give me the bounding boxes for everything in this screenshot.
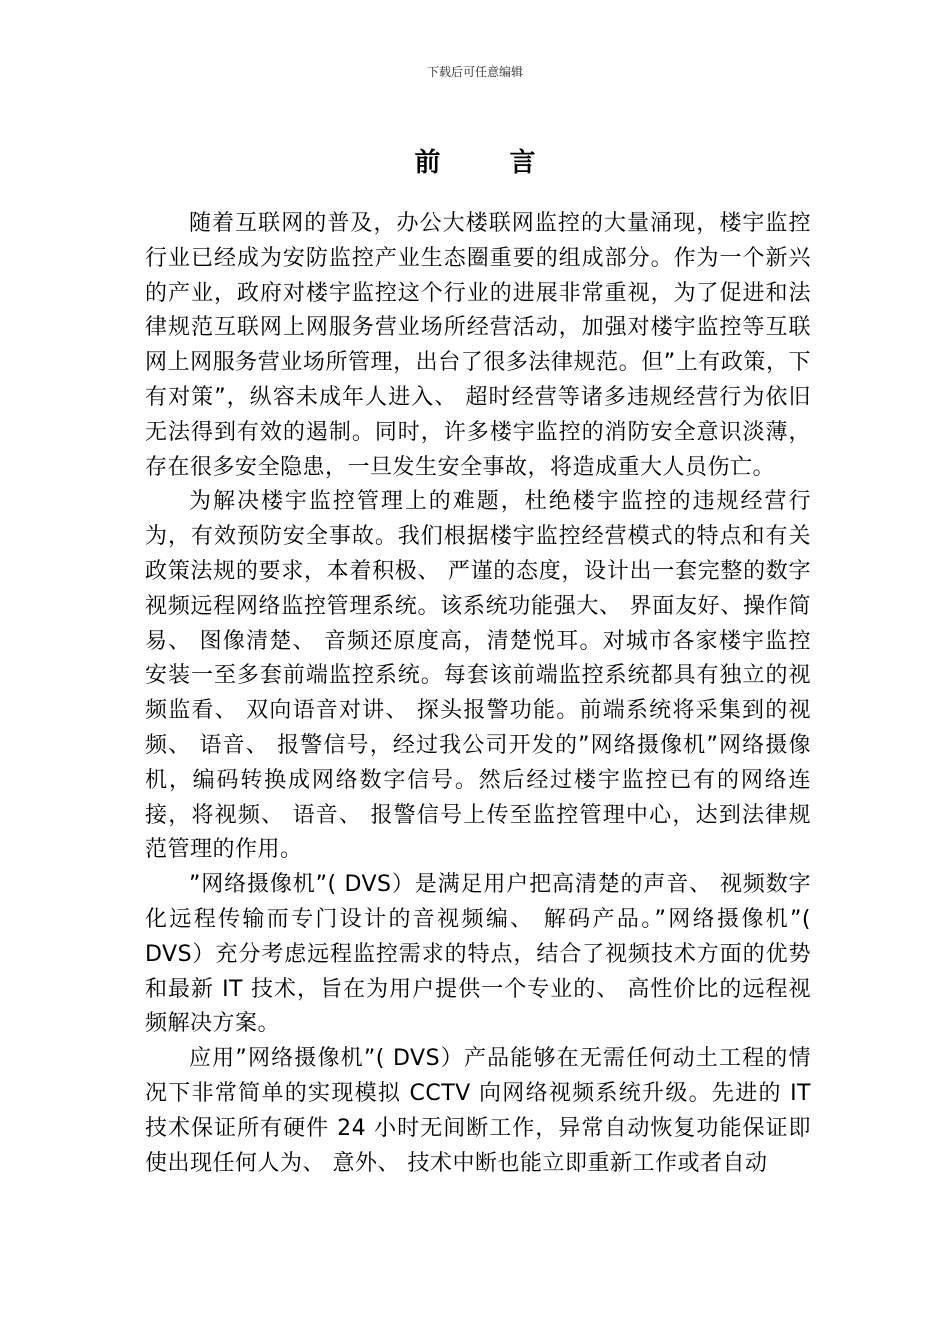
document-body bbox=[145, 207, 811, 1181]
page-title: 前 言 bbox=[414, 148, 566, 178]
page-header-note: 下载后可任意编辑 bbox=[426, 65, 523, 79]
paragraph: 随着互联网的普及，办公大楼联网监控的大量涌现，楼宇监控行业已经成为安防监控产业生态圈重要的组成部分。作为一个新兴的产业，政府对楼宇监控这个行业的进展非常重视，为了促进和法律规范互联网上网服务营业场所经营活动，加强对楼宇监控等互联网上网服务营业场所管理，出台了很多法律规范。但”上有政策，下有对策”，纵容未成年人进入、 超时经营等诸多违规经营行为依旧无法得到有效的遏制。同时，许多楼宇监控的消防安全意识淡薄，存在很多安全隐患，一旦发生安全事故，将造成重大人员伤亡。 bbox=[145, 211, 811, 480]
paragraph: 为解决楼宇监控管理上的难题，杜绝楼宇监控的违规经营行为，有效预防安全事故。我们根据楼宇监控经营模式的特点和有关政策法规的要求，本着积极、 严谨的态度，设计出一套完整的数字视频远程网络监控管理系统。该系统功能强大、 界面友好、操作简易、 图像清楚、 音频还原度高，清楚悦耳。对城市各家楼宇监控安装一至多套前端监控系统。每套该前端监控系统都具有独立的视频监看、 双向语音对讲、 探头报警功能。前端系统将采集到的视频、 语音、 报警信号，经过我公司开发的”网络摄像机”网络摄像机，编码转换成网络数字信号。然后经过楼宇监控已有的网络连接，将视频、 语音、 报警信号上传至监控管理中心，达到法律规范管理的作用。 bbox=[145, 489, 811, 863]
paragraph: ”网络摄像机”( DVS）是满足用户把高清楚的声音、 视频数字化远程传输而专门设计的音视频编、 解码产品。”网络摄像机”( DVS）充分考虑远程监控需求的特点，结合了视频技术方面的优势和最新 IT 技术，旨在为用户提供一个专业的、 高性价比的远程视频解决方案。 bbox=[145, 872, 811, 1037]
paragraph: 应用”网络摄像机”( DVS）产品能够在无需任何动土工程的情况下非常简单的实现模拟 CCTV 向网络视频系统升级。先进的 IT 技术保证所有硬件 24 小时无间断工作，异常自动恢复功能保证即使出现任何人为、 意外、 技术中断也能立即重新工作或者自动 bbox=[145, 1046, 811, 1176]
